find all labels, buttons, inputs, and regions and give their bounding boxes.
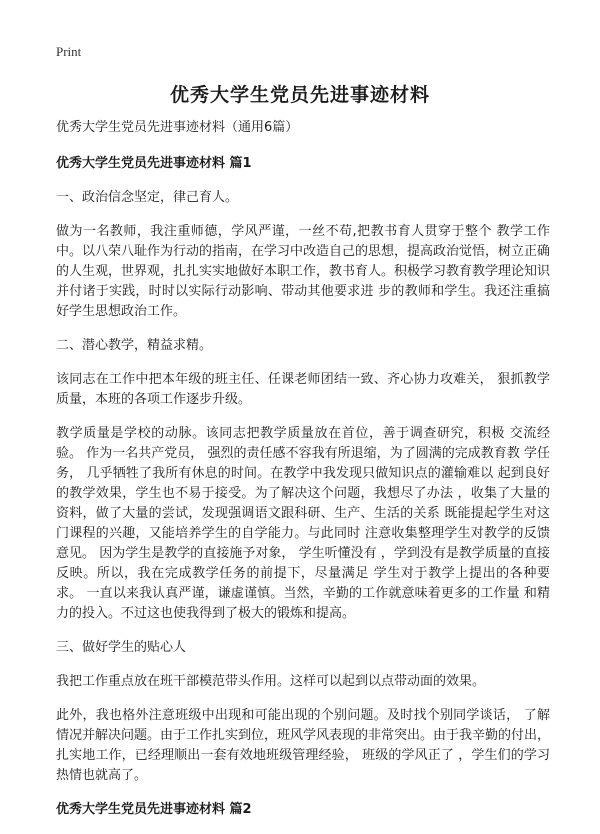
paragraph: 我把工作重点放在班干部模范带头作用。这样可以起到以点带动面的效果。 — [56, 674, 486, 689]
paragraph: 做为一名教师，我注重师德，学风严谨，一丝不苟,把教书育人贯穿于整个 教学工作中。以八荣八耻作为行动的指南，在学习中改造自己的思想，提高政治觉悟，树立正确的人生观，世界观，扎扎实实地做好本职工作，教书育人。积极学习教育教学理论知识并付诸于实践，时时以实际行动影响、带动其他要求进 步的教师和学生。我还注重搞好学生思想政治工作。 — [56, 224, 551, 319]
section-heading-1: 一、政治信念坚定，律己育人。 — [56, 190, 239, 205]
document-body — [56, 118, 550, 834]
article-heading-2: 优秀大学生党员先进事迹材料 篇2 — [56, 802, 252, 817]
paragraph: 该同志在工作中把本年级的班主任、任课老师团结一致、齐心协力攻难关， 狠抓教学质量，本班的各项工作逐步升级。 — [56, 372, 550, 407]
print-link[interactable]: Print — [56, 44, 82, 59]
section-heading-2: 二、潜心教学，精益求精。 — [56, 338, 213, 353]
paragraph: 此外，我也格外注意班级中出现和可能出现的个别问题。及时找个别同学谈话， 了解情况并解决问题。由于工作扎实到位，班风学风表现的非常突出。由于我辛勤的付出， 扎实地工作，已经理顺出一套有效地班级管理经验， 班级的学风正了 ，学生们的学习热情也就高了。 — [56, 708, 551, 783]
section-heading-3: 三、做好学生的贴心人 — [56, 640, 187, 655]
article-heading-1: 优秀大学生党员先进事迹材料 篇1 — [56, 156, 252, 171]
document-subtitle: 优秀大学生党员先进事迹材料（通用6篇） — [56, 120, 299, 135]
paragraph: 教学质量是学校的动脉。该同志把教学质量放在首位，善于调查研究，积极 交流经验。 作为一名共产党员， 强烈的责任感不容我有所退缩，为了圆满的完成教育教 学任务， 几乎牺牲了我所有休息的时间。在教学中我发现只做知识点的灌输难以 起到良好的教学效果，学生也不易于接受。为了解决这个问题，我想尽了办法 ，收集了大量的资料，做了大量的尝试，发现强调语文跟科研、生产、生活的关系 既能提起学生对这门课程的兴趣，又能培养学生的自学能力。与此同时 注意收集整理学生对教学的反馈意见。 因为学生是教学的直接施予对象， 学生听懂没有 ，学到没有是教学质量的直接反映。所以，我在完成教学任务的前提下，尽量满足 学生对于教学上提出的各种要求。 一直以来我认真严谨，谦虚谨慎。当然，辛勤的工作就意味着更多的工作量 和精力的投入。不过这也使我得到了极大的锻炼和提高。 — [56, 426, 550, 621]
page-title: 优秀大学生党员先进事迹材料 — [169, 84, 430, 106]
